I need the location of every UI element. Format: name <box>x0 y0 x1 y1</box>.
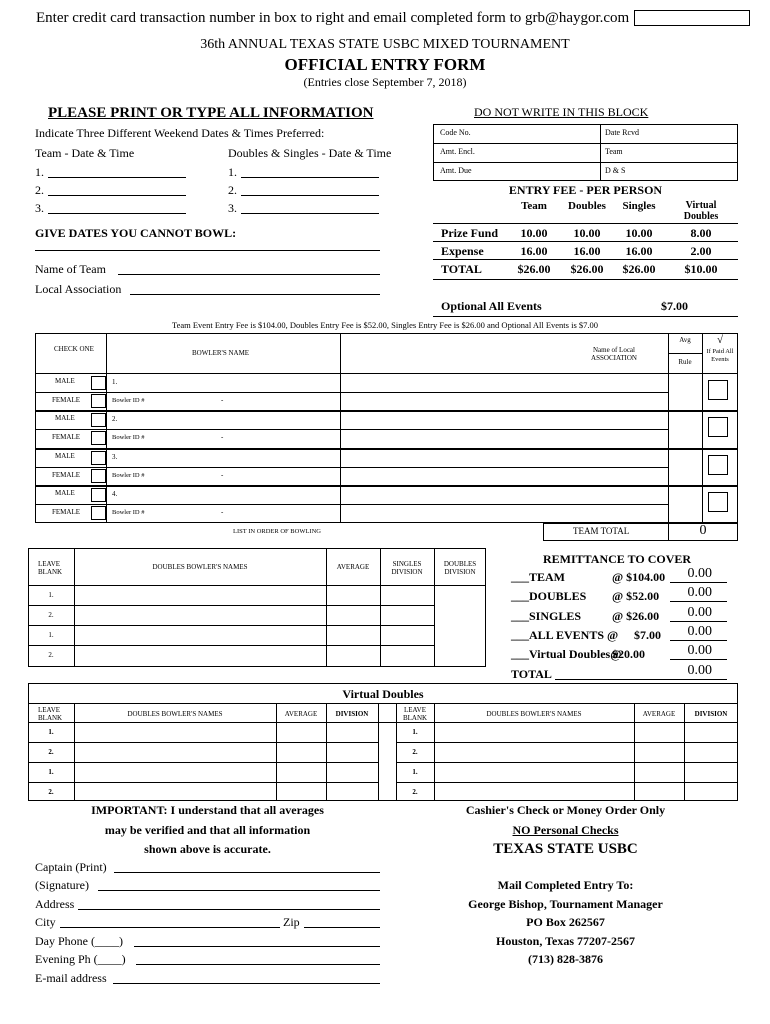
prize-fund-label: Prize Fund <box>441 226 498 240</box>
vd-row-num: 2. <box>48 748 54 756</box>
vd-row-num: 2. <box>48 788 54 796</box>
expense-doubles: 16.00 <box>573 244 601 258</box>
local-assoc-header: Name of Local ASSOCIATION <box>591 346 637 363</box>
list-order-text: LIST IN ORDER OF BOWLING <box>233 528 321 535</box>
female-checkbox[interactable] <box>91 394 106 408</box>
bowler-number: 1. <box>112 378 118 386</box>
dbl-singles-div-header: SINGLES DIVISION <box>391 560 423 577</box>
remit-label: ___DOUBLES <box>511 589 587 604</box>
mail-line-2: George Bishop, Tournament Manager <box>468 897 663 911</box>
dbl-date-3-label: 3. <box>228 201 237 215</box>
female-label: FEMALE <box>52 471 80 479</box>
fee-heading: ENTRY FEE - PER PERSON <box>508 183 663 197</box>
tournament-name: 36th ANNUAL TEXAS STATE USBC MIXED TOURNAMENT <box>200 37 570 52</box>
evening-phone-field[interactable] <box>136 953 380 965</box>
team-total-value[interactable]: 0 <box>699 523 707 538</box>
prize-singles: 10.00 <box>625 226 653 240</box>
bowler-id-dash: - <box>221 433 224 441</box>
remit-label: ___Virtual Doubles@ <box>511 647 622 662</box>
indicate-text: Indicate Three Different Weekend Dates & Times Preferred: <box>35 126 325 140</box>
male-checkbox[interactable] <box>91 413 106 427</box>
captain-print-field[interactable] <box>114 861 380 873</box>
payment-line-3: TEXAS STATE USBC <box>493 841 638 857</box>
city-field[interactable] <box>60 916 280 928</box>
dbl-doubles-div-header: DOUBLES DIVISION <box>443 560 477 577</box>
vd-division-header: DIVISION <box>335 710 369 718</box>
male-checkbox[interactable] <box>91 376 106 390</box>
team-total-label: TEAM TOTAL <box>573 526 630 536</box>
remit-label: ___SINGLES <box>511 608 582 623</box>
vd2-leave-blank-header: LEAVE BLANK <box>402 706 428 723</box>
male-label: MALE <box>55 414 75 422</box>
team-name-field[interactable] <box>118 263 380 275</box>
zip-field[interactable] <box>304 916 380 928</box>
remit-amount: 0.00 <box>687 585 712 601</box>
dbl-average-header: AVERAGE <box>336 563 370 571</box>
female-label: FEMALE <box>52 508 80 516</box>
dbl-names-header: DOUBLES BOWLER'S NAMES <box>152 563 248 571</box>
bowler-id-dash: - <box>221 396 224 404</box>
expense-label: Expense <box>441 244 484 258</box>
expense-virtual: 2.00 <box>690 244 712 258</box>
team-date-2-field[interactable] <box>48 184 186 196</box>
bowler-name-header: BOWLER'S NAME <box>192 349 250 357</box>
remit-total-amount: 0.00 <box>687 663 712 678</box>
transaction-number-input[interactable] <box>634 10 750 26</box>
dbl-date-1-field[interactable] <box>241 166 379 178</box>
vd2-names-header: DOUBLES BOWLER'S NAMES <box>486 710 582 718</box>
address-field[interactable] <box>78 898 380 910</box>
vd-names-header: DOUBLES BOWLER'S NAMES <box>127 710 223 718</box>
male-label: MALE <box>55 452 75 460</box>
total-doubles: $26.00 <box>570 262 604 276</box>
bowler-id-label: Bowler ID # <box>112 509 145 516</box>
vd-average-header: AVERAGE <box>284 710 318 718</box>
all-events-paid-box[interactable] <box>708 380 728 400</box>
male-checkbox[interactable] <box>91 451 106 465</box>
dbl-row-num: 2. <box>48 651 54 659</box>
payment-line-2: NO Personal Checks <box>512 823 619 837</box>
office-block <box>433 124 738 181</box>
dbl-leave-blank-header: LEAVE BLANK <box>38 560 63 577</box>
check-mark-header: √ <box>716 334 724 346</box>
captain-print-label: Captain (Print) <box>35 860 107 874</box>
team-date-1-label: 1. <box>35 165 44 179</box>
signature-field[interactable] <box>98 879 380 891</box>
email-label: E-mail address <box>35 971 107 985</box>
female-checkbox[interactable] <box>91 431 106 445</box>
remit-amount: 0.00 <box>687 643 712 659</box>
mail-line-5: (713) 828-3876 <box>528 952 603 966</box>
local-assoc-label: Local Association <box>35 282 122 296</box>
optional-all-events-value: $7.00 <box>661 299 688 313</box>
dbl-row-num: 2. <box>48 611 54 619</box>
virtual-title: Virtual Doubles <box>342 687 424 701</box>
female-checkbox[interactable] <box>91 469 106 483</box>
vd2-row-num: 1. <box>412 768 418 776</box>
vd-row-num: 1. <box>48 728 54 736</box>
bowler-number: 4. <box>112 490 118 498</box>
cannot-bowl-field[interactable] <box>35 239 380 251</box>
remit-rate: @ $52.00 <box>612 589 660 604</box>
female-label: FEMALE <box>52 433 80 441</box>
male-label: MALE <box>55 377 75 385</box>
form-title: OFFICIAL ENTRY FORM <box>284 55 486 74</box>
fee-col-singles: Singles <box>622 200 656 212</box>
vd2-row-num: 2. <box>412 788 418 796</box>
deadline-text: (Entries close September 7, 2018) <box>303 75 467 89</box>
day-phone-field[interactable] <box>134 935 380 947</box>
payment-line-1: Cashier's Check or Money Order Only <box>465 803 666 817</box>
expense-singles: 16.00 <box>625 244 653 258</box>
remit-rate: @ $104.00 <box>612 570 666 584</box>
print-heading: PLEASE PRINT OR TYPE ALL INFORMATION <box>48 105 374 121</box>
remit-label: ___TEAM <box>511 570 565 584</box>
team-date-2-label: 2. <box>35 183 44 197</box>
bowler-id-dash: - <box>221 471 224 479</box>
remit-amount: 0.00 <box>687 604 712 620</box>
remittance-heading: REMITTANCE TO COVER <box>543 552 692 566</box>
all-events-paid-box[interactable] <box>708 492 728 512</box>
female-label: FEMALE <box>52 396 80 404</box>
code-no-label: Code No. <box>440 128 471 137</box>
female-checkbox[interactable] <box>91 506 106 520</box>
fee-col-team: Team <box>521 200 547 212</box>
office-heading: DO NOT WRITE IN THIS BLOCK <box>474 105 649 119</box>
mail-line-1: Mail Completed Entry To: <box>497 878 634 892</box>
email-field[interactable] <box>113 972 380 984</box>
dbl-date-3-field[interactable] <box>241 202 379 214</box>
important-line-1: IMPORTANT: I understand that all averages <box>91 803 324 817</box>
bowler-id-dash: - <box>221 508 224 516</box>
bowler-id-label: Bowler ID # <box>112 472 145 479</box>
fee-total-label: TOTAL <box>441 262 482 276</box>
doubles-date-label: Doubles & Singles - Date & Time <box>228 146 392 160</box>
total-virtual: $10.00 <box>684 262 718 276</box>
zip-label: Zip <box>283 915 300 929</box>
amt-due-label: Amt. Due <box>440 166 472 175</box>
vd2-row-num: 2. <box>412 748 418 756</box>
vd2-division-header: DIVISION <box>694 710 728 718</box>
office-ds-label: D & S <box>605 166 626 175</box>
instruction-text: Enter credit card transaction number in box to right and email completed form to grb@haygor.com <box>36 10 630 26</box>
paid-all-events-header: If Paid All Events <box>706 348 734 363</box>
amt-encl-label: Amt. Encl. <box>440 147 475 156</box>
fee-col-virtual: Virtual Doubles <box>683 200 719 222</box>
dbl-date-1-label: 1. <box>228 165 237 179</box>
total-singles: $26.00 <box>622 262 656 276</box>
evening-phone-label: Evening Ph (____) <box>35 952 126 966</box>
bowler-number: 2. <box>112 415 118 423</box>
team-name-label: Name of Team <box>35 262 106 276</box>
bowler-id-label: Bowler ID # <box>112 397 145 404</box>
remit-rate: $20.00 <box>612 647 645 662</box>
office-team-label: Team <box>605 147 623 156</box>
dbl-date-2-field[interactable] <box>241 184 379 196</box>
vd-row-num: 1. <box>48 768 54 776</box>
fee-col-doubles: Doubles <box>568 200 606 212</box>
bowler-number: 3. <box>112 453 118 461</box>
all-events-paid-box[interactable] <box>708 417 728 437</box>
bowler-id-label: Bowler ID # <box>112 434 145 441</box>
signature-label: (Signature) <box>35 878 89 892</box>
mail-line-3: PO Box 262567 <box>526 915 605 929</box>
check-one-header: CHECK ONE <box>54 345 94 353</box>
avg-header: Avg <box>679 336 691 344</box>
date-rcvd-label: Date Rcvd <box>605 128 639 137</box>
local-assoc-field[interactable] <box>130 283 380 295</box>
male-label: MALE <box>55 489 75 497</box>
prize-doubles: 10.00 <box>573 226 601 240</box>
fee-note: Team Event Entry Fee is $104.00, Doubles Entry Fee is $52.00, Singles Entry Fee is $26.00 and Optional All Events is $7.00 <box>171 320 598 330</box>
rule-header: Rule <box>678 358 692 366</box>
remit-amount: 0.00 <box>687 623 712 639</box>
mail-line-4: Houston, Texas 77207-2567 <box>495 934 636 948</box>
dbl-date-2-label: 2. <box>228 183 237 197</box>
team-date-3-label: 3. <box>35 201 44 215</box>
remit-rate: $7.00 <box>634 627 661 642</box>
cannot-bowl-label: GIVE DATES YOU CANNOT BOWL: <box>35 226 237 240</box>
total-team: $26.00 <box>517 262 551 276</box>
day-phone-label: Day Phone (____) <box>35 934 123 948</box>
team-date-1-field[interactable] <box>48 166 186 178</box>
dbl-row-num: 1. <box>48 631 54 639</box>
remit-amount: 0.00 <box>687 566 712 581</box>
city-label: City <box>35 915 56 929</box>
address-label: Address <box>35 897 75 911</box>
dbl-row-num: 1. <box>48 591 54 599</box>
vd-leave-blank-header: LEAVE BLANK <box>38 706 63 723</box>
team-date-3-field[interactable] <box>48 202 186 214</box>
remit-label: ___ALL EVENTS @ <box>511 627 619 642</box>
remit-rate: @ $26.00 <box>612 608 660 623</box>
prize-virtual: 8.00 <box>690 226 712 240</box>
male-checkbox[interactable] <box>91 488 106 502</box>
prize-team: 10.00 <box>520 226 548 240</box>
important-line-3: shown above is accurate. <box>144 842 271 856</box>
expense-team: 16.00 <box>520 244 548 258</box>
all-events-paid-box[interactable] <box>708 455 728 475</box>
vd2-average-header: AVERAGE <box>642 710 676 718</box>
remit-total-label: TOTAL <box>511 667 552 681</box>
important-line-2: may be verified and that all information <box>104 823 311 837</box>
optional-all-events-label: Optional All Events <box>441 299 542 313</box>
vd2-row-num: 1. <box>412 728 418 736</box>
team-date-label: Team - Date & Time <box>35 146 135 160</box>
